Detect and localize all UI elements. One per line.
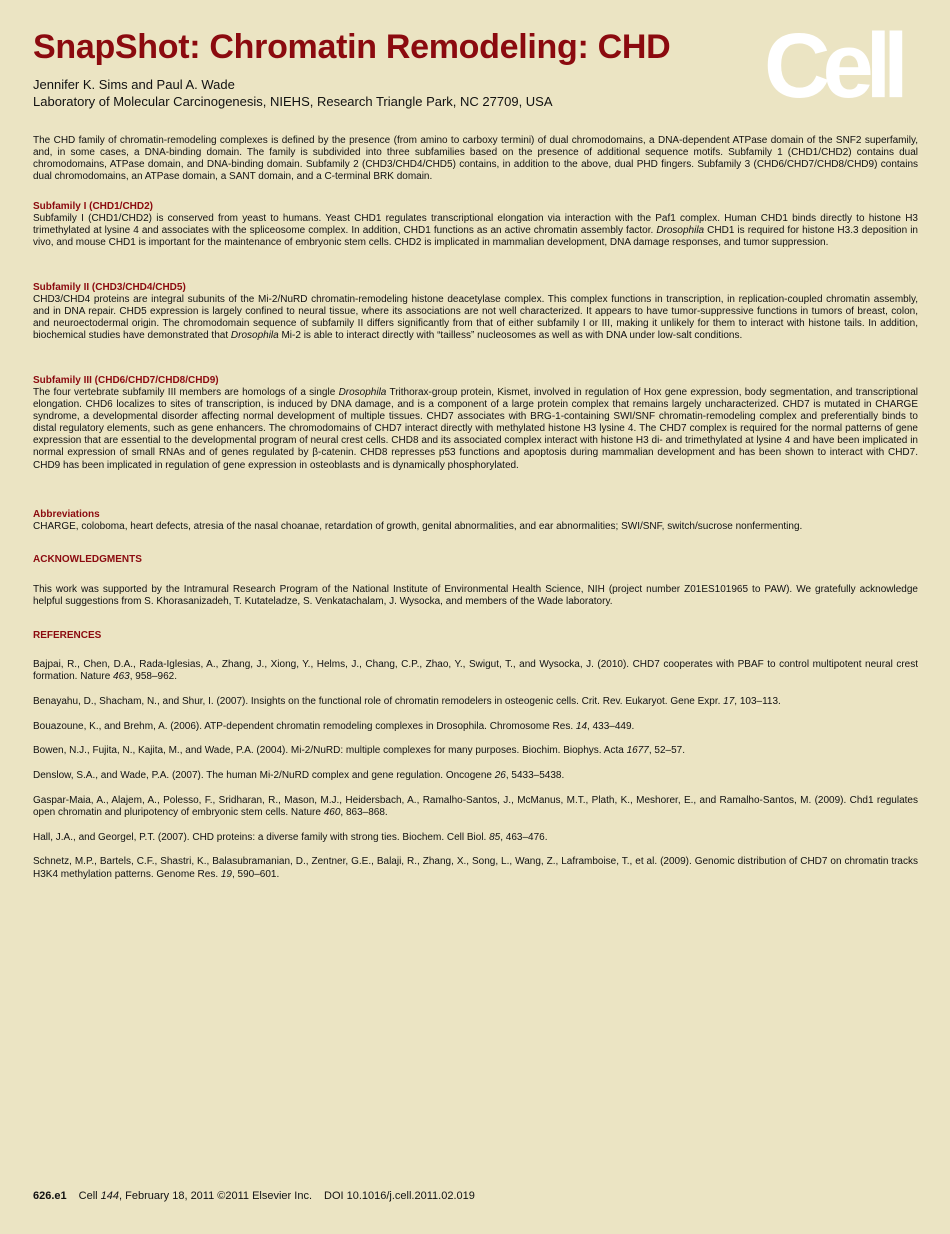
ref-volume: 14 bbox=[575, 720, 588, 732]
italic-term: Drosophila bbox=[656, 225, 705, 237]
ref-pages: , 463–476. bbox=[500, 831, 548, 843]
author-block bbox=[33, 76, 553, 110]
reference-list bbox=[33, 659, 918, 893]
section-heading: Subfamily I (CHD1/CHD2) bbox=[33, 201, 154, 212]
section-subfamily-1 bbox=[33, 201, 918, 249]
section-paragraph: CHARGE, coloboma, heart defects, atresia of the nasal choanae, retardation of growth, genital abnormalities, and ear abnormalities; SWI/SNF, switch/sucrose nonfermenting. bbox=[33, 521, 803, 532]
section-paragraph bbox=[33, 213, 918, 249]
reference-item bbox=[33, 795, 918, 819]
reference-item bbox=[33, 721, 918, 733]
text-segment: Mi-2 is able to interact directly with “tailless” nucleosomes as well as with DNA under low-salt conditions. bbox=[278, 330, 743, 342]
ref-pages: , 52–57. bbox=[648, 745, 685, 757]
journal-name: Cell bbox=[78, 1190, 101, 1202]
ref-pages: , 590–601. bbox=[232, 868, 280, 880]
section-paragraph bbox=[33, 294, 918, 342]
italic-term: Drosophila bbox=[230, 330, 279, 342]
ref-text: Bajpai, R., Chen, D.A., Rada-Iglesias, A., Zhang, J., Xiong, Y., Helms, J., Chang, C.P., Zhao, Y., Swigut, T., and Wysocka, J. (2010). CHD7 cooperates with PBAF to control multipotent neural crest formation. Nature bbox=[33, 659, 918, 683]
ref-pages: , 863–868. bbox=[340, 806, 388, 818]
text-segment: CHD3/CHD4 proteins are integral subunits of the Mi-2/NuRD chromatin-remodeling histone deacetylase complex. This complex functions in transcription, in replication-coupled chromatin assembly, and in DNA repair. CHD5 expression is largely confined to neural tissue, where its associations are not well characterized. It appears to have tumor-suppressive functions in tumors of breast, colon, and neuroectodermal origin. The chromodomain sequence of subfamily II differs significantly from that of either subfamily I or III, making it unlikely for them to interact with histone tails. In addition, biochemical studies have demonstrated that bbox=[33, 294, 918, 342]
text-segment: The four vertebrate subfamily III members are homologs of a single bbox=[33, 387, 339, 398]
ref-text: Bouazoune, K., and Brehm, A. (2006). ATP-dependent chromatin remodeling complexes in Drosophila. Chromosome Res. bbox=[33, 720, 576, 732]
ref-text: Benayahu, D., Shacham, N., and Shur, I. (2007). Insights on the functional role of chromatin remodelers in osteogenic cells. Crit. Rev. Eukaryot. Gene Expr. bbox=[33, 695, 724, 707]
reference-item bbox=[33, 745, 918, 757]
reference-item bbox=[33, 696, 918, 708]
section-paragraph bbox=[33, 387, 918, 472]
section-heading: Subfamily III (CHD6/CHD7/CHD8/CHD9) bbox=[33, 375, 219, 386]
text-segment: Subfamily I (CHD1/CHD2) is conserved from yeast to humans. Yeast CHD1 regulates transcriptional elongation via interaction with the Paf1 complex. Human CHD1 binds directly to histone H3 trimethylated at lysine 4 and associates with the spliceosome complex. In addition, CHD1 functions as an active chromatin assembly factor. bbox=[33, 213, 918, 237]
ref-text: Schnetz, M.P., Bartels, C.F., Shastri, K., Balasubramanian, D., Zentner, G.E., Balaji, R., Zhang, X., Song, L., Wang, Z., Laframboise, T., et al. (2009). Genomic distribution of CHD7 on chromatin tracks H3K4 methylation patterns. Genome Res. bbox=[33, 856, 918, 880]
reference-item bbox=[33, 770, 918, 782]
section-subfamily-3 bbox=[33, 375, 918, 472]
intro-paragraph: The CHD family of chromatin-remodeling complexes is defined by the presence (from amino to carboxy termini) of dual chromodomains, a DNA-dependent ATPase domain of the SNF2 superfamily, and, in some cases, a DNA-binding domain. The family is subdivided into three subfamilies based on the presence of additional sequence motifs. Subfamily 1 (CHD1/CHD2) contains dual chromodomains, ATPase domain, and DNA-binding domain. Subfamily 2 (CHD3/CHD4/CHD5) contains, in addition to the above, dual PHD fingers. Subfamily 3 (CHD6/CHD7/CHD8/CHD9) contains dual chromodomains, an ATPase domain, a SANT domain, and a C-terminal BRK domain. bbox=[33, 135, 918, 183]
authors: Jennifer K. Sims and Paul A. Wade bbox=[33, 77, 235, 92]
italic-term: Drosophila bbox=[338, 387, 387, 398]
ref-pages: , 5433–5438. bbox=[505, 770, 565, 782]
section-heading: REFERENCES bbox=[33, 630, 102, 641]
ref-volume: 463 bbox=[113, 671, 130, 683]
page-title: SnapShot: Chromatin Remodeling: CHD bbox=[33, 28, 671, 66]
cell-logo: Cell bbox=[764, 15, 901, 117]
ref-volume: 17 bbox=[723, 695, 735, 707]
section-references bbox=[33, 630, 918, 642]
ref-pages: , 433–449. bbox=[587, 720, 635, 732]
text-segment: Trithorax-group protein, Kismet, involved in regulation of Hox gene expression, body segmentation, and transcriptional elongation. CHD6 localizes to sites of transcription, is induced by DNA damage, and is a component of a large protein complex that remains largely uncharacterized. CHD7 is mutated in CHARGE syndrome, a developmental disorder affecting normal development of multiple tissues. CHD7 associates with BRG-1-containing SWI/SNF chromatin-remodeling complex and preferentially binds to distal regulatory elements, such as gene enhancers. The chromodomains of CHD7 interact directly with methylated histone H3 lysine 4. The CHD7 complex is required for the normal patterns of gene expression that are essential to the developmental program of neural crest cells. CHD8 and its associated complex interact with histone H3 di- and trimethylated at lysine 4 and have been implicated in normal expression of small RNAs and of genes regulated by β-catenin. CHD8 represses p53 functions and apoptosis during mammalian development and has been shown to interact with CHD7. CHD9 has been implicated in regulation of gene expression in osteoblasts and is dynamically phosphorylated. bbox=[33, 387, 918, 471]
journal-volume: 144 bbox=[100, 1190, 120, 1202]
ref-pages: , 958–962. bbox=[129, 671, 177, 683]
ref-volume: 19 bbox=[220, 868, 232, 880]
affiliation: Laboratory of Molecular Carcinogenesis, NIEHS, Research Triangle Park, NC 27709, USA bbox=[33, 94, 553, 109]
reference-item bbox=[33, 832, 918, 844]
ref-text: Denslow, S.A., and Wade, P.A. (2007). The human Mi-2/NuRD complex and gene regulation. Oncogene bbox=[33, 770, 495, 782]
ref-text: Gaspar-Maia, A., Alajem, A., Polesso, F., Sridharan, R., Mason, M.J., Heidersbach, A., Ramalho-Santos, J., McManus, M.T., Plath, K., Meshorer, E., and Ramalho-Santos, M. (2009). Chd1 regulates open chromatin and pluripotency of embryonic stem cells. Nature bbox=[33, 794, 918, 818]
ref-text: Bowen, N.J., Fujita, N., Kajita, M., and Wade, P.A. (2004). Mi-2/NuRD: multiple complexes for many purposes. Biochim. Biophys. Acta bbox=[33, 745, 627, 757]
ref-volume: 460 bbox=[323, 806, 341, 818]
section-acknowledgments bbox=[33, 554, 918, 608]
reference-item bbox=[33, 856, 918, 880]
ref-pages: , 103–113. bbox=[734, 695, 781, 707]
ref-text: Hall, J.A., and Georgel, P.T. (2007). CHD proteins: a diverse family with strong ties. Biochem. Cell Biol. bbox=[33, 831, 490, 843]
ref-volume: 1677 bbox=[626, 745, 649, 757]
publication-date: , February 18, 2011 ©2011 Elsevier Inc. bbox=[119, 1190, 312, 1202]
page-number: 626.e1 bbox=[33, 1190, 67, 1202]
text-segment: CHD1 is required for histone H3.3 deposition in vivo, and mouse CHD1 is important for the maintenance of embryonic stem cells. CHD2 is implicated in mammalian development, DNA damage responses, and tumor suppression. bbox=[33, 225, 918, 249]
section-heading: ACKNOWLEDGMENTS bbox=[33, 554, 142, 565]
section-heading: Abbreviations bbox=[33, 509, 100, 520]
section-paragraph: This work was supported by the Intramural Research Program of the National Institute of Environmental Health Science, NIH (project number Z01ES101965 to PAW). We gratefully acknowledge helpful suggestions from S. Khorasanizadeh, T. Kutateladze, S. Venkatachalam, J. Wysocka, and members of the Wade laboratory. bbox=[33, 584, 918, 608]
section-heading: Subfamily II (CHD3/CHD4/CHD5) bbox=[33, 282, 186, 293]
doi: DOI 10.1016/j.cell.2011.02.019 bbox=[324, 1190, 475, 1202]
page-footer bbox=[33, 1190, 475, 1202]
section-subfamily-2 bbox=[33, 282, 918, 342]
reference-item bbox=[33, 659, 918, 683]
ref-volume: 85 bbox=[489, 831, 501, 843]
section-abbreviations bbox=[33, 509, 918, 533]
ref-volume: 26 bbox=[494, 770, 506, 782]
